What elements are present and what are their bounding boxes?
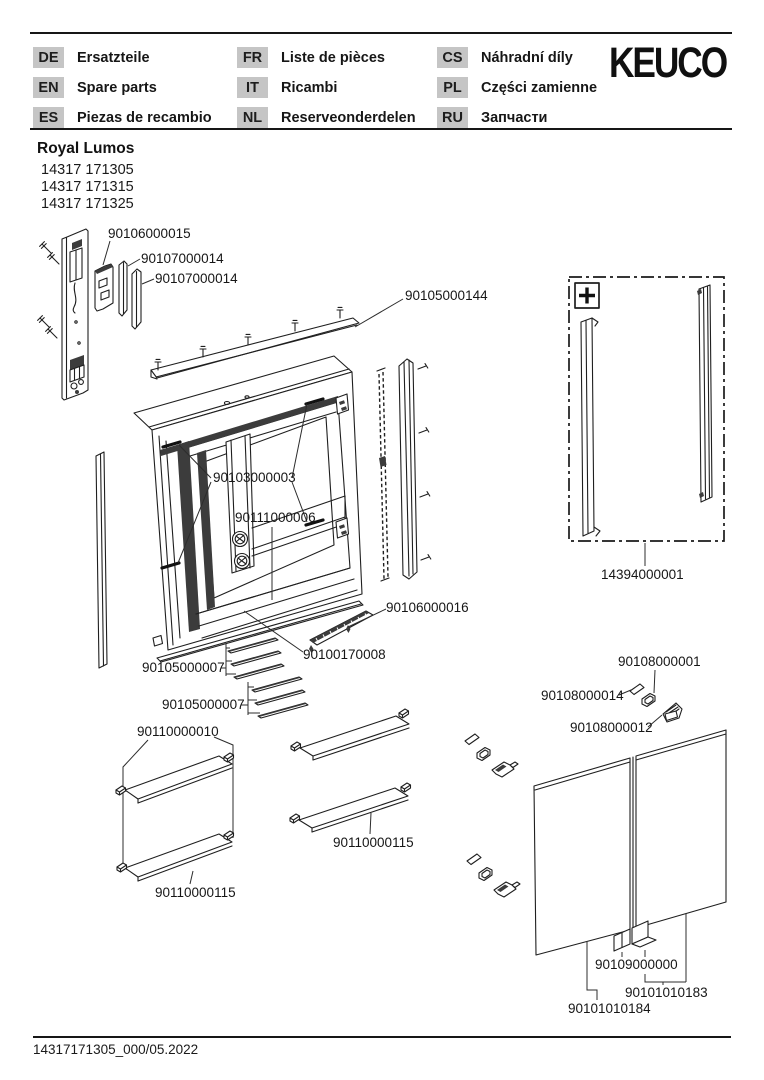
lang-code-badge: DE <box>33 47 64 68</box>
lang-code-badge: IT <box>237 77 268 98</box>
part-label-c14: 14394000001 <box>601 567 684 582</box>
part-label-c18: 90109000000 <box>595 957 678 972</box>
variant-number: 14317 171325 <box>41 196 134 212</box>
part-label-c20: 90101010184 <box>568 1001 651 1016</box>
part-label-c11: 90110000010 <box>137 724 219 739</box>
part-label-c10: 90105000007 <box>162 697 245 712</box>
part-90107000014-drawings <box>119 261 141 329</box>
right-mounting-profile-drawing <box>399 359 431 579</box>
shelf-middle-drawings <box>290 709 411 832</box>
part-label-c12: 90110000115 <box>333 835 414 850</box>
part-90106000015-drawing <box>95 264 113 311</box>
part-label-c3: 90107000014 <box>155 271 238 286</box>
part-label-c9: 90105000007 <box>142 660 225 675</box>
part-label-c19: 90101010183 <box>625 985 708 1000</box>
part-label-c1: 90106000015 <box>108 226 191 241</box>
lang-label: Części zamienne <box>481 79 598 96</box>
document-number: 14317171305_000/05.2022 <box>33 1042 199 1057</box>
part-label-c16: 90108000014 <box>541 688 624 703</box>
product-name: Royal Lumos <box>37 140 135 157</box>
shelf-group-drawing <box>116 737 234 881</box>
part-label-c17: 90108000012 <box>570 720 653 735</box>
lang-label: Náhradní díly <box>481 49 573 66</box>
part-label-c5: 90103000003 <box>213 470 296 485</box>
part-label-c15: 90108000001 <box>618 654 701 669</box>
part-label-c2: 90107000014 <box>141 251 224 266</box>
cabinet-body-drawing <box>134 356 362 650</box>
lang-label: Запчасти <box>481 109 548 126</box>
mirror-doors-drawing <box>534 730 726 955</box>
lang-code-badge: EN <box>33 77 64 98</box>
lang-code-badge: RU <box>437 107 468 128</box>
variant-number: 14317 171315 <box>41 179 134 195</box>
lang-code-badge: NL <box>237 107 268 128</box>
lang-code-badge: CS <box>437 47 468 68</box>
lang-label: Ersatzteile <box>77 49 150 66</box>
variant-number: 14317 171305 <box>41 162 134 178</box>
seal-strip-drawing <box>377 368 389 581</box>
accessory-kit-box-drawing <box>569 277 724 541</box>
part-label-c6: 90111000006 <box>235 510 316 525</box>
footer-rule <box>33 1036 731 1038</box>
lang-code-badge: ES <box>33 107 64 128</box>
part-label-c7: 90106000016 <box>386 600 469 615</box>
lang-label: Piezas de recambio <box>77 109 212 126</box>
lang-code-badge: FR <box>237 47 268 68</box>
lang-code-badge: PL <box>437 77 468 98</box>
lang-label: Liste de pièces <box>281 49 385 66</box>
keuco-logo: KEUCO <box>609 39 727 87</box>
lang-label: Spare parts <box>77 79 157 96</box>
part-label-c4: 90105000144 <box>405 288 488 303</box>
part-label-c8: 90100170008 <box>303 647 386 662</box>
part-label-c13: 90110000115 <box>155 885 236 900</box>
lang-label: Ricambi <box>281 79 338 96</box>
light-control-panel-drawing <box>38 229 88 400</box>
left-side-profile-drawing <box>96 452 107 668</box>
lang-label: Reserveonderdelen <box>281 109 416 126</box>
